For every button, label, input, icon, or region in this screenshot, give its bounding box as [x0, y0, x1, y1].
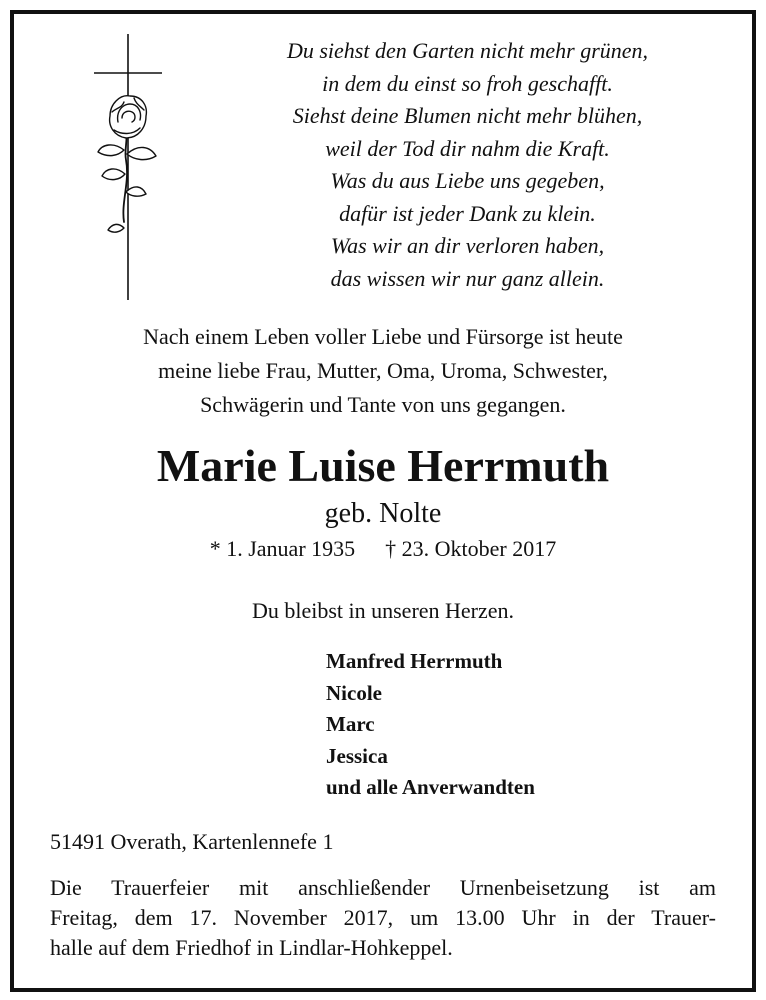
mourner-name: Marc [326, 712, 375, 736]
deceased-name: Marie Luise Herrmuth [156, 440, 610, 491]
death-date: † 23. Oktober 2017 [385, 536, 557, 561]
farewell-line: Du bleibst in unseren Herzen. [251, 598, 515, 623]
poem-line: weil der Tod dir nahm die Kraft. [325, 135, 610, 161]
poem-line: das wissen wir nur ganz allein. [330, 265, 605, 291]
poem-line: in dem du einst so froh geschafft. [322, 70, 613, 96]
intro-line: Nach einem Leben voller Liebe und Fürsorge ist heute [143, 324, 623, 349]
funeral-line: Freitag, dem 17. November 2017, um 13.00 Uhr in der Trauer- [50, 905, 716, 930]
mourner-name: Nicole [326, 680, 382, 705]
rose-icon [98, 96, 156, 232]
intro-text [0, 320, 766, 422]
intro-line: Schwägerin und Tante von uns gegangen. [200, 392, 566, 417]
funeral-line: halle auf dem Friedhof in Lindlar-Hohkeppel. [50, 935, 453, 960]
life-dates [0, 534, 766, 564]
poem-line: Was du aus Liebe uns gegeben, [330, 168, 605, 193]
poem-line: Was wir an dir verloren haben, [330, 233, 605, 258]
memorial-poem [230, 35, 705, 295]
poem-line: dafür ist jeder Dank zu klein. [339, 200, 596, 226]
intro-line: meine liebe Frau, Mutter, Oma, Uroma, Schwester, [158, 358, 608, 383]
funeral-line: Die Trauerfeier mit anschließender Urnenbeisetzung ist am [50, 875, 716, 900]
poem-line: Du siehst den Garten nicht mehr grünen, [286, 38, 649, 63]
mourner-name: und alle Anverwandten [326, 775, 535, 799]
mourners-list [326, 646, 535, 804]
funeral-details [50, 873, 716, 963]
birth-name: geb. Nolte [324, 498, 442, 529]
mourner-name: Jessica [326, 743, 388, 768]
cross-with-rose-emblem [88, 32, 168, 302]
birth-date: * 1. Januar 1935 [209, 536, 356, 561]
mourner-name: Manfred Herrmuth [326, 649, 503, 673]
poem-line: Siehst deine Blumen nicht mehr blühen, [292, 103, 643, 128]
cross-icon [94, 34, 162, 300]
family-address: 51491 Overath, Kartenlennefe 1 [50, 829, 334, 854]
